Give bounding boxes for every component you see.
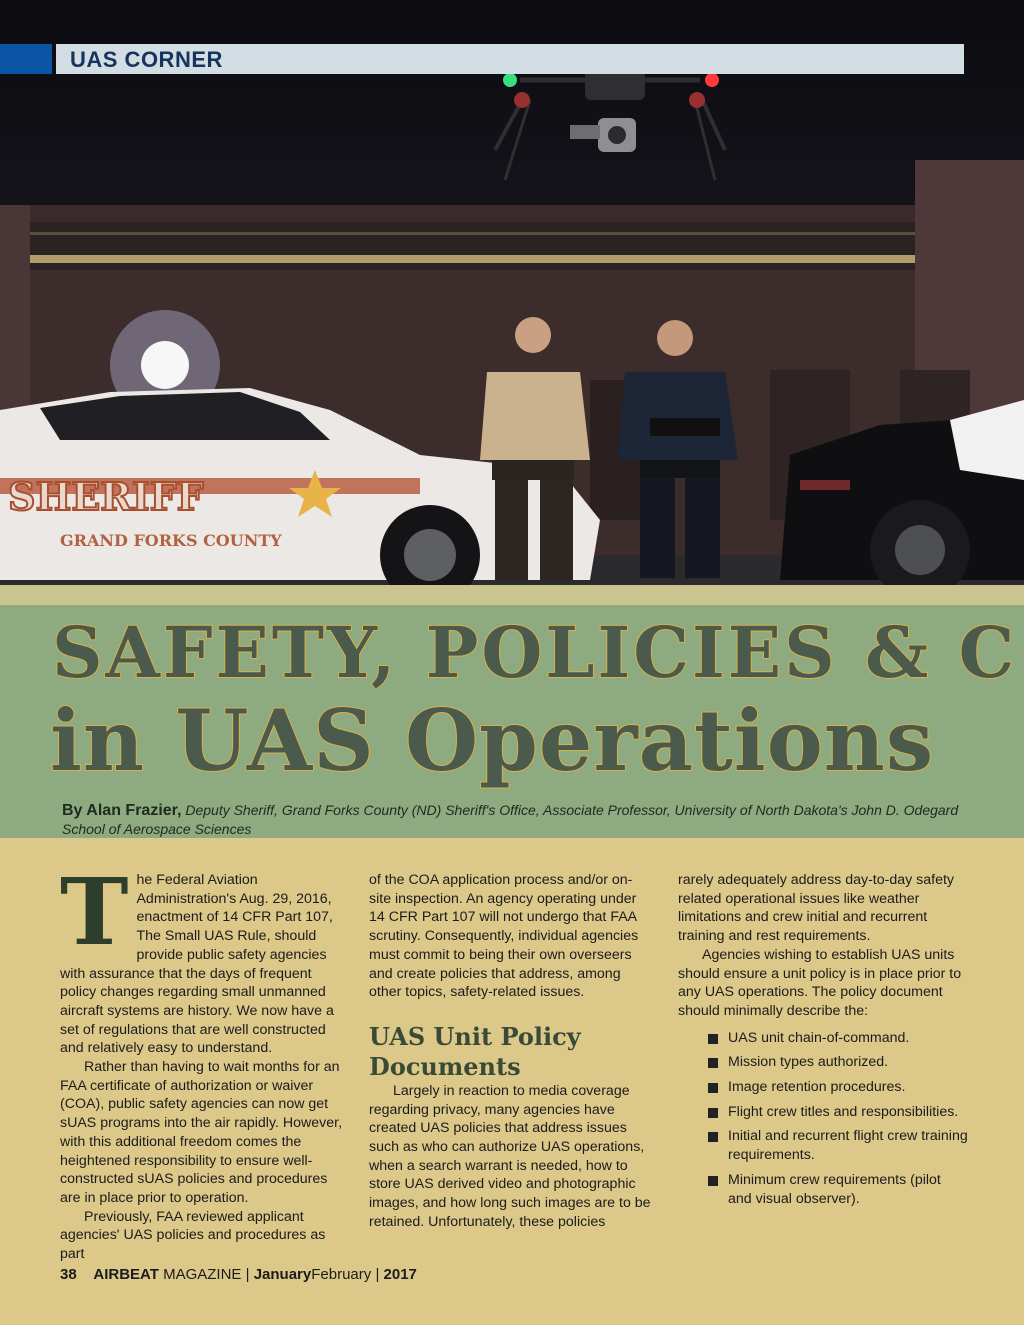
magazine-name: MAGAZINE [163, 1266, 242, 1283]
article-paragraph: Largely in reaction to media coverage regarding privacy, many agencies have created UAS policies that address issues such as who can authorize UAS operations, when a search warrant is needed, how to store UAS derived video and photographic images, and how long such images are to be retained. Unfortunately, these policies [369, 1082, 651, 1230]
bullet-square-icon [708, 1083, 718, 1093]
paragraph-text: he Federal Aviation Administration's Aug. 29, 2016, enactment of 14 CFR Part 107, The Small UAS Rule, should provide public safety agencies with assurance that the days of frequent policy changes regarding small unmanned aircraft systems are history. We now have a set of regulations that are well constructed and relatively easy to understand. [60, 872, 334, 1057]
hero-photo [0, 0, 1024, 585]
article-column-3 [678, 871, 968, 1214]
issue-month: February [311, 1266, 372, 1283]
article-column-1 [60, 858, 348, 1264]
bullet-text: Initial and recurrent flight crew training requirements. [728, 1128, 968, 1164]
author-name: By Alan Frazier, [62, 802, 182, 819]
bullet-square-icon [708, 1132, 718, 1142]
page-footer [60, 1266, 417, 1283]
bullet-text: UAS unit chain-of-command. [728, 1029, 910, 1046]
article-paragraph: Previously, FAA reviewed applicant agencies' UAS policies and procedures as part [60, 1208, 326, 1263]
magazine-name-bold: AIRBEAT [93, 1266, 159, 1283]
section-label: UAS CORNER [70, 47, 223, 72]
section-header-bar [0, 44, 964, 74]
bullet-square-icon [708, 1058, 718, 1068]
building-light-strip [30, 255, 915, 263]
section-subhead: UAS Unit Policy Documents [369, 1021, 581, 1081]
bullet-item [678, 1029, 968, 1048]
bullet-item [678, 1053, 968, 1072]
article-paragraph: rarely adequately address day-to-day safety related operational issues like weather limitations and crew initial and recurrent training and rest requirements. [678, 872, 955, 945]
bullet-text: Image retention procedures. [728, 1079, 906, 1096]
section-accent-block [0, 44, 52, 74]
author-affiliation: Deputy Sheriff, Grand Forks County (ND) Sheriff's Office, Associate Professor, University of North Dakota's John D. Odegard School of Aerospace Sciences [62, 802, 959, 837]
car-text-sub: GRAND FORKS COUNTY [60, 531, 282, 550]
policy-bullet-list [678, 1029, 968, 1209]
title-band [0, 605, 1024, 838]
article-paragraph [60, 858, 348, 1058]
bullet-text: Mission types authorized. [728, 1054, 889, 1071]
light-flash [141, 341, 189, 389]
footer-separator: | [375, 1266, 380, 1283]
bullet-square-icon [708, 1034, 718, 1044]
hero-photo-illustration [0, 0, 1024, 585]
bullet-square-icon [708, 1176, 718, 1186]
article-paragraph: Rather than having to wait months for an FAA certificate of authorization or waiver (COA), public safety agencies can now get sUAS programs into the air rapidly. However, with this additional freedom comes the heightened responsibility to ensure well-constructed sUAS policies and procedures are in place prior to operation. [60, 1059, 343, 1206]
article-column-2 [369, 871, 653, 1232]
footer-separator: | [245, 1266, 250, 1283]
issue-year: 2017 [383, 1266, 417, 1283]
bullet-item [678, 1171, 968, 1208]
bullet-item [678, 1103, 968, 1122]
page-number: 38 [60, 1266, 77, 1283]
bullet-square-icon [708, 1108, 718, 1118]
article-title-line1: SAFETY, POLICIES & C [52, 611, 1018, 694]
bullet-text: Flight crew titles and responsibilities. [728, 1103, 959, 1120]
article-title-line2: in UAS Operations [50, 691, 935, 790]
byline [62, 801, 962, 838]
article-paragraph: of the COA application process and/or on-site inspection. An agency operating under 14 CFR Part 107 will not undergo that FAA scrutiny. Consequently, individual agencies must commit to being their own overseers and create policies that address, among other topics, safety-related issues. [369, 872, 639, 1001]
divider-strip [0, 585, 1024, 605]
car-text-main: SHERIFF [8, 474, 204, 519]
bullet-item [678, 1078, 968, 1097]
drop-cap: T [60, 858, 129, 966]
drone [490, 60, 740, 180]
article-paragraph: Agencies wishing to establish UAS units should ensure a unit policy is in place prior to any UAS operations. The policy document should minimally describe the: [678, 946, 962, 1019]
bullet-text: Minimum crew requirements (pilot and visual observer). [728, 1171, 941, 1207]
bullet-item [678, 1127, 968, 1164]
issue-month-bold: January [253, 1266, 312, 1283]
